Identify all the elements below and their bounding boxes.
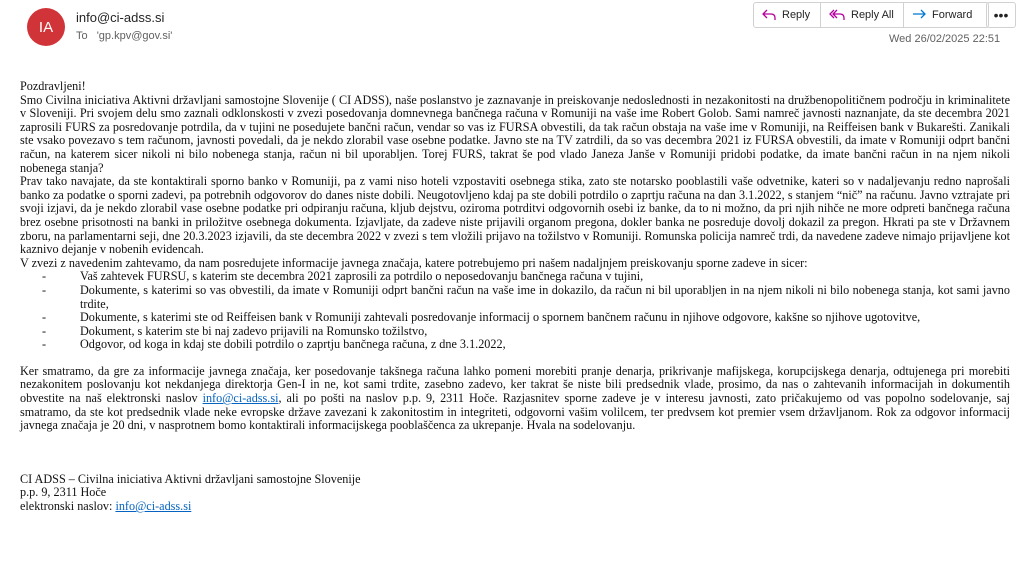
recipient-row	[76, 30, 172, 42]
list-dash: -	[42, 269, 47, 284]
paragraph-request: V zvezi z navedenim zahtevamo, da nam posredujete informacije javnega značaja, katere potrebujemo pri našem nadaljnjem preiskovanju sporne zadeve in sicer:	[20, 255, 808, 270]
list-dash: -	[42, 337, 47, 352]
message-body	[20, 80, 1010, 514]
list-item: - Dokumente, s katerimi so vas obvestili, da imate v Romuniji odprt bančni račun na vaše ime in dokazilo, da račun ni bil uporabljen in na njem nikoli ni bilo nobenega stanja, kot sami javno trdite,	[42, 282, 1010, 311]
reply-all-icon	[829, 9, 845, 21]
reply-all-label: Reply All	[851, 9, 894, 21]
email-link[interactable]: info@ci-adss.si	[202, 391, 279, 406]
forward-label: Forward	[932, 9, 973, 21]
message-actions	[753, 2, 988, 28]
message-header	[0, 0, 1024, 60]
greeting: Pozdravljeni!	[20, 79, 86, 93]
list-dash: -	[42, 282, 47, 297]
recipient-address[interactable]: 'gp.kpv@gov.si'	[96, 30, 173, 42]
paragraph-justification: Ker smatramo, da gre za informacije javnega značaja, ker posedovanje takšnega računa lahko pomeni morebiti pranje denarja, prikrivanje mafijskega, korupcijskega denarja, odtujenega pri morebiti nezakonitem poslovanju kot nekdanjega direktorja Gen-I in ne, kot sami trdite, zasebno zadevo, ker takrat še niste bili predsednik vlade, prosimo, da nas o zahtevanih informacijah in dokumentih obvestite na naš elektronski naslov info@ci-adss.si, ali po pošti na naslov p.p. 9, 2311 Hoče. Razjasnitev sporne zadeve je v interesu javnosti, zato pričakujemo od vas popolno sodelovanje, saj smatramo, da ste kot predsednik vlade neke evropske države zavezani k zakonitostim in integriteti, odgovorni vašim volilcem, ter predvsem kot premier vsem državljanom. Rok za odgovor informacij javnega značaja je 20 dni, v nasprotnem bomo kontaktirali informacijskega pooblaščenca za ukrepanje. Hvala na sodelovanju.	[20, 363, 1010, 433]
signature-email: elektronski naslov: info@ci-adss.si	[20, 499, 192, 514]
reply-label: Reply	[782, 9, 811, 21]
list-item: - Vaš zahtevek FURSU, s katerim ste decembra 2021 zaprosili za potrdilo o neposedovanju bančnega računa v tujini,	[42, 269, 644, 284]
list-item: - Odgovor, od koga in kdaj ste dobili potrdilo o zaprtju bančnega računa, z dne 3.1.2022,	[42, 337, 506, 352]
request-list	[20, 270, 1010, 352]
signature-name: CI ADSS – Civilna iniciativa Aktivni državljani samostojne Slovenije	[20, 471, 361, 486]
paragraph-intro: Smo Civilna iniciativa Aktivni državljani samostojne Slovenije ( CI ADSS), naše poslanstvo je zaznavanje in preiskovanje nedoslednosti in nezakonitosti na družbenopolitičnem področju in kriminalitete v Sloveniji. Pri svojem delu smo zaznali odklonskosti v zvezi posedovanja domnevnega bančnega računa v Romuniji na vaše ime Robert Golob. Sami namreč javnosti naznanjate, da ste decembra 2021 zaprosili FURS za posredovanje potrdila, da v tujini ne posedujete bančni račun, vendar so vas iz FURSA obvestili, da tak račun obstaja na vaše ime v Romuniji, na Reiffeisen bank v Bukarešti. Zanikali ste vsako povezavo s tem računom, javnosti povedali, da je nekdo zlorabil vase osebne podatke. Javno ste na TV zatrdili, da so vas decembra 2021 iz FURSA obvestili, da imate v Romuniji odprt bančni račun, na katerem sicer nikoli ni bilo nobenega stanja, račun ni bil uporabljen. Torej FURS, takrat še pod vlado Janeza Janše v Romuniji pridobi podatke, da imate bančni račun in na njem nikoli nobenega stanja?	[20, 92, 1010, 175]
message-date: Wed 26/02/2025 22:51	[889, 33, 1001, 45]
reply-all-button[interactable]	[820, 2, 904, 28]
list-item: - Dokumente, s katerimi ste od Reiffeisen bank v Romuniji zahtevali posredovanje informacij o spornem bančnem računu in njihove odgovore, kakšne so njihove ugotovitve,	[42, 310, 921, 325]
sender-avatar[interactable]: IA	[27, 8, 65, 46]
paragraph-details: Prav tako navajate, da ste kontaktirali sporno banko v Romuniji, pa z vami niso hoteli vzpostaviti osebnega stika, zato ste notarsko pooblastili vaše odvetnike, kateri so v nadaljevanju redno naprošali banko za podatke o sporni zadevi, pa potrebnih odgovorov do danes niste dobili. Neugotovljeno kdaj pa ste dobili potrdilo o zaprtju računa na dan 3.1.2022, s stanjem “nič” na računu. Javno vztrajate pri svoji izjavi, da je nekdo zlorabil vase osebne podatke pri odpiranju računa, kljub dejstvu, oziroma potrditvi odgovornih osebi iz banke, da to ni možno, da pri njih nihče ne more odpreti bančnega računa brez osebne prisotnosti na banki in priložitve osebnega dokumenta. Izjavljate, da zadeve niste prijavili organom pregona, dokler banka ne posreduje dovolj dokazil za pregon. Hkrati pa ste v Državnem zboru, na parlamentarni seji, dne 20.3.2023 izjavili, da ste decembra 2022 v zvezi s tem vložili prijavo na tožilstvo v Romuniji. Romunska policija namreč trdi, da navedene zadeve nimajo prijavljene kot kaznivo dejanje v nobenih evidencah.	[20, 174, 1010, 257]
forward-button[interactable]	[903, 2, 989, 28]
list-dash: -	[42, 323, 47, 338]
forward-icon	[912, 9, 926, 21]
reply-button[interactable]	[753, 2, 821, 28]
signature-address: p.p. 9, 2311 Hoče	[20, 485, 107, 500]
to-label: To	[76, 30, 88, 42]
sender-address[interactable]: info@ci-adss.si	[76, 10, 165, 25]
list-dash: -	[42, 310, 47, 325]
reply-icon	[762, 9, 776, 21]
signature-email-link[interactable]: info@ci-adss.si	[115, 499, 192, 514]
more-options-button[interactable]: •••	[986, 2, 1016, 28]
list-item: - Dokument, s katerim ste bi naj zadevo prijavili na Romunsko tožilstvo,	[42, 323, 428, 338]
